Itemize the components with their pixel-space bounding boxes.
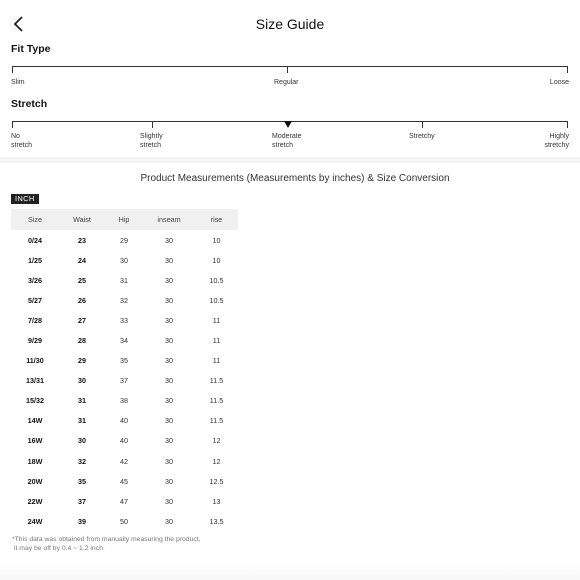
- cell-rise: 11: [212, 336, 221, 346]
- table-row: [11, 371, 238, 391]
- stretch-option-highly: Highly stretchy: [544, 133, 569, 149]
- cell-waist: 37: [78, 496, 86, 506]
- top-bar: [0, 0, 580, 48]
- cell-rise: 11.5: [209, 376, 224, 386]
- cell-rise: 10: [212, 255, 221, 265]
- cell-size: 9/29: [28, 336, 42, 346]
- cell-waist: 31: [78, 416, 86, 426]
- fit-type-tick-slim: [12, 66, 13, 73]
- fit-type-scale-line: [12, 66, 568, 67]
- table-row: [11, 310, 238, 330]
- cell-waist: 32: [78, 456, 86, 466]
- cell-inseam: 30: [165, 456, 173, 466]
- fit-type-option-regular: Regular: [274, 79, 299, 86]
- table-row: [11, 411, 238, 431]
- cell-waist: 29: [78, 356, 86, 366]
- cell-waist: 24: [78, 255, 86, 265]
- stretch-tick-highly: [567, 121, 568, 128]
- fit-type-scale: [12, 66, 568, 76]
- cell-hip: 42: [120, 456, 128, 466]
- table-row: [11, 451, 238, 471]
- stretch-option-moderate: Moderate stretch: [272, 133, 302, 149]
- section-divider: [0, 157, 580, 163]
- cell-hip: 38: [120, 396, 128, 406]
- cell-size: 3/26: [28, 275, 42, 285]
- cell-hip: 34: [120, 336, 128, 346]
- measurement-footnote: [12, 536, 242, 553]
- stretch-tick-no: [12, 121, 13, 128]
- cell-size: 1/25: [28, 255, 42, 265]
- fit-type-option-loose: Loose: [549, 79, 569, 86]
- cell-inseam: 30: [165, 255, 173, 265]
- cell-size: 7/28: [28, 315, 42, 325]
- cell-inseam: 30: [165, 476, 173, 486]
- table-row: [11, 230, 238, 250]
- cell-waist: 31: [78, 396, 86, 406]
- table-header-row: [11, 209, 238, 230]
- cell-size: 15/32: [26, 396, 44, 406]
- column-header-waist: Waist: [59, 209, 105, 230]
- measurements-title: Product Measurements (Measurements by inches) & Size Conversion: [140, 173, 450, 184]
- column-header-size: Size: [11, 209, 59, 230]
- cell-size: 13/31: [26, 376, 44, 386]
- cell-size: 5/27: [28, 295, 42, 305]
- bottom-fade: [0, 560, 580, 580]
- table-row: [11, 290, 238, 310]
- stretch-option-slightly: Slightly stretch: [140, 133, 163, 149]
- cell-rise: 11.5: [209, 416, 224, 426]
- stretch-selected-marker: [284, 121, 292, 128]
- cell-waist: 23: [78, 235, 86, 245]
- cell-hip: 40: [120, 436, 128, 446]
- cell-rise: 10.5: [209, 275, 224, 285]
- cell-rise: 10: [212, 235, 221, 245]
- cell-rise: 12.5: [209, 476, 224, 486]
- stretch-tick-stretchy: [422, 121, 423, 128]
- table-row: [11, 491, 238, 511]
- cell-waist: 30: [78, 436, 86, 446]
- fit-type-option-slim: Slim: [11, 79, 25, 86]
- column-header-hip: Hip: [105, 209, 143, 230]
- table-row: [11, 330, 238, 350]
- cell-rise: 10.5: [209, 295, 224, 305]
- cell-inseam: 30: [165, 396, 173, 406]
- cell-inseam: 30: [165, 516, 173, 526]
- cell-waist: 39: [78, 516, 86, 526]
- cell-size: 16W: [27, 436, 43, 446]
- stretch-option-stretchy: Stretchy: [409, 133, 435, 140]
- unit-tag: INCH: [11, 194, 39, 204]
- table-row: [11, 431, 238, 451]
- cell-hip: 35: [120, 356, 128, 366]
- cell-inseam: 30: [165, 295, 173, 305]
- stretch-scale: [12, 121, 568, 131]
- cell-hip: 50: [120, 516, 128, 526]
- footnote-line-2: it may be off by 0.4 ~ 1.2 inch.: [14, 544, 105, 552]
- table-row: [11, 471, 238, 491]
- fit-type-tick-loose: [567, 66, 568, 73]
- cell-waist: 28: [78, 336, 86, 346]
- cell-inseam: 30: [165, 356, 173, 366]
- stretch-tick-slightly: [152, 121, 153, 128]
- cell-hip: 29: [120, 235, 128, 245]
- cell-waist: 30: [78, 376, 86, 386]
- cell-rise: 11: [212, 315, 221, 325]
- cell-size: 11/30: [26, 356, 44, 366]
- footnote-line-1: *This data was obtained from manually measuring the product,: [12, 536, 201, 543]
- cell-hip: 33: [120, 315, 128, 325]
- cell-inseam: 30: [165, 275, 173, 285]
- cell-inseam: 30: [165, 235, 173, 245]
- cell-waist: 26: [78, 295, 86, 305]
- table-row: [11, 391, 238, 411]
- cell-size: 24W: [27, 516, 43, 526]
- cell-inseam: 30: [165, 496, 173, 506]
- cell-rise: 11.5: [209, 396, 224, 406]
- size-table-body: [11, 230, 238, 531]
- cell-hip: 30: [120, 255, 128, 265]
- size-table: [11, 209, 238, 531]
- cell-rise: 11: [212, 356, 221, 366]
- table-row: [11, 511, 238, 531]
- cell-waist: 35: [78, 476, 86, 486]
- column-header-inseam: inseam: [143, 209, 195, 230]
- table-row: [11, 250, 238, 270]
- cell-size: 20W: [27, 476, 43, 486]
- table-row: [11, 270, 238, 290]
- cell-rise: 13.5: [209, 516, 224, 526]
- cell-inseam: 30: [165, 315, 173, 325]
- cell-hip: 40: [120, 416, 128, 426]
- stretch-label: Stretch: [11, 98, 48, 110]
- stretch-option-no: No stretch: [11, 133, 33, 149]
- cell-hip: 37: [120, 376, 128, 386]
- cell-rise: 12: [212, 436, 221, 446]
- cell-hip: 31: [120, 275, 128, 285]
- cell-size: 0/24: [28, 235, 42, 245]
- cell-rise: 12: [212, 456, 221, 466]
- cell-inseam: 30: [165, 376, 173, 386]
- column-header-rise: rise: [195, 209, 238, 230]
- cell-size: 14W: [27, 416, 43, 426]
- fit-type-label: Fit Type: [11, 43, 51, 55]
- cell-rise: 13: [212, 496, 221, 506]
- cell-hip: 32: [120, 295, 128, 305]
- cell-hip: 45: [120, 476, 128, 486]
- cell-size: 22W: [27, 496, 43, 506]
- cell-waist: 27: [78, 315, 86, 325]
- cell-inseam: 30: [165, 336, 173, 346]
- cell-size: 18W: [27, 456, 43, 466]
- table-row: [11, 351, 238, 371]
- cell-hip: 47: [120, 496, 128, 506]
- cell-inseam: 30: [165, 436, 173, 446]
- fit-type-tick-regular: [287, 66, 288, 73]
- cell-inseam: 30: [165, 416, 173, 426]
- page-title: Size Guide: [255, 16, 325, 32]
- cell-waist: 25: [78, 275, 86, 285]
